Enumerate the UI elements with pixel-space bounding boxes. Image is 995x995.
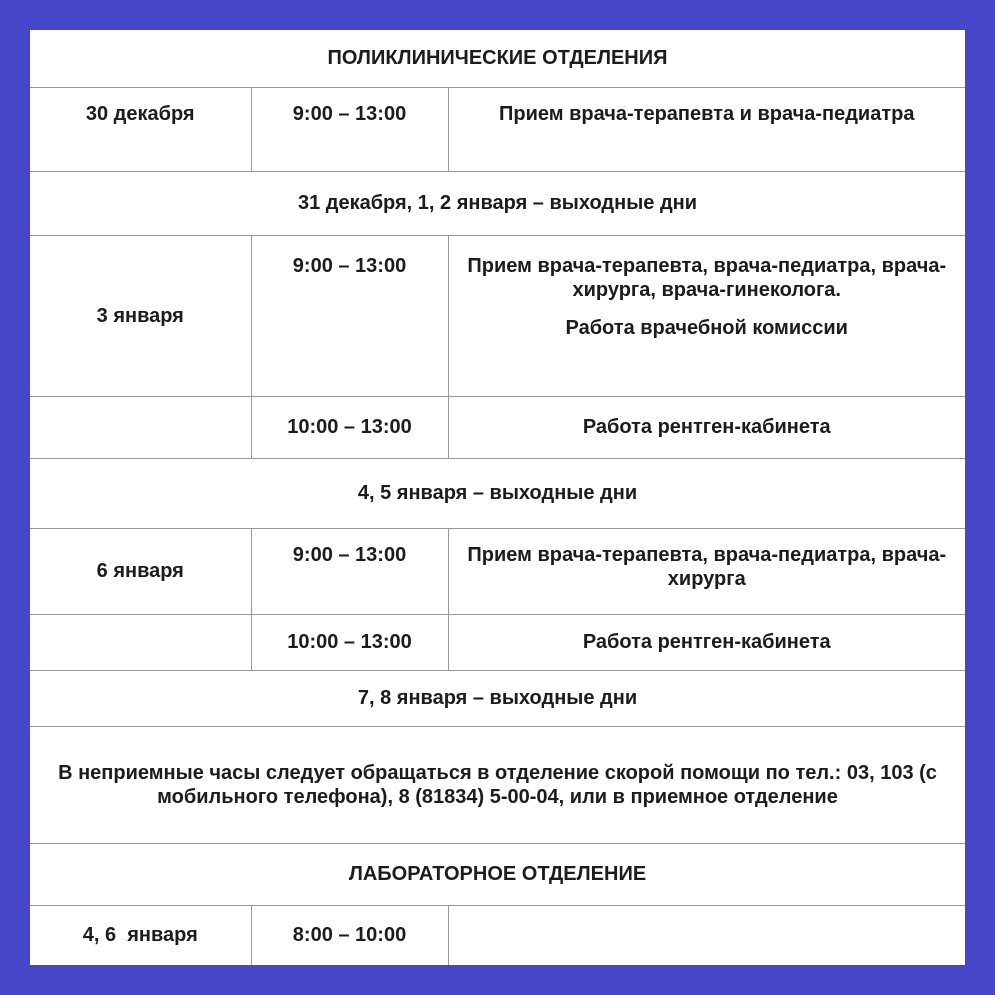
table-row (30, 528, 965, 614)
holiday-note: 31 декабря, 1, 2 января – выходные дни (30, 171, 965, 235)
time-cell: 9:00 – 13:00 (251, 528, 448, 614)
table-row (30, 905, 965, 965)
service-cell: Работа рентген-кабинета (448, 396, 965, 458)
service-extra-text: Работа врачебной комиссии (565, 316, 848, 339)
time-cell: 10:00 – 13:00 (251, 396, 448, 458)
date-cell: 4, 6 января (30, 905, 251, 965)
clinic-section-header: ПОЛИКЛИНИЧЕСКИЕ ОТДЕЛЕНИЯ (30, 30, 965, 87)
time-cell: 8:00 – 10:00 (251, 905, 448, 965)
holiday-row (30, 171, 965, 235)
date-cell: 6 января (30, 528, 251, 614)
service-cell (448, 905, 965, 965)
time-cell: 10:00 – 13:00 (251, 614, 448, 670)
lab-header-row (30, 843, 965, 905)
table-row (30, 396, 965, 458)
clinic-header-row (30, 30, 965, 87)
holiday-row (30, 458, 965, 528)
date-cell (30, 614, 251, 670)
service-cell: Прием врача-терапевта, врача-педиатра, врача-хирурга (448, 528, 965, 614)
table-row (30, 614, 965, 670)
schedule-table (30, 30, 965, 965)
after-hours-row (30, 726, 965, 843)
after-hours-note: В неприемные часы следует обращаться в отделение скорой помощи по тел.: 03, 103 (с мобильного телефона), 8 (81834) 5-00-04, или в приемное отделение (30, 726, 965, 843)
date-cell (30, 396, 251, 458)
holiday-note: 7, 8 января – выходные дни (30, 670, 965, 726)
table-row (30, 235, 965, 396)
date-cell: 3 января (30, 235, 251, 396)
time-cell: 9:00 – 13:00 (251, 235, 448, 396)
lab-section-header: ЛАБОРАТОРНОЕ ОТДЕЛЕНИЕ (30, 843, 965, 905)
date-cell: 30 декабря (30, 87, 251, 171)
service-text: Прием врача-терапевта, врача-педиатра, врача-хирурга, врача-гинеколога. (467, 254, 947, 301)
time-cell: 9:00 – 13:00 (251, 87, 448, 171)
service-cell: Работа рентген-кабинета (448, 614, 965, 670)
holiday-row (30, 670, 965, 726)
service-cell (448, 235, 965, 396)
service-cell: Прием врача-терапевта и врача-педиатра (448, 87, 965, 171)
table-row (30, 87, 965, 171)
holiday-note: 4, 5 января – выходные дни (30, 458, 965, 528)
